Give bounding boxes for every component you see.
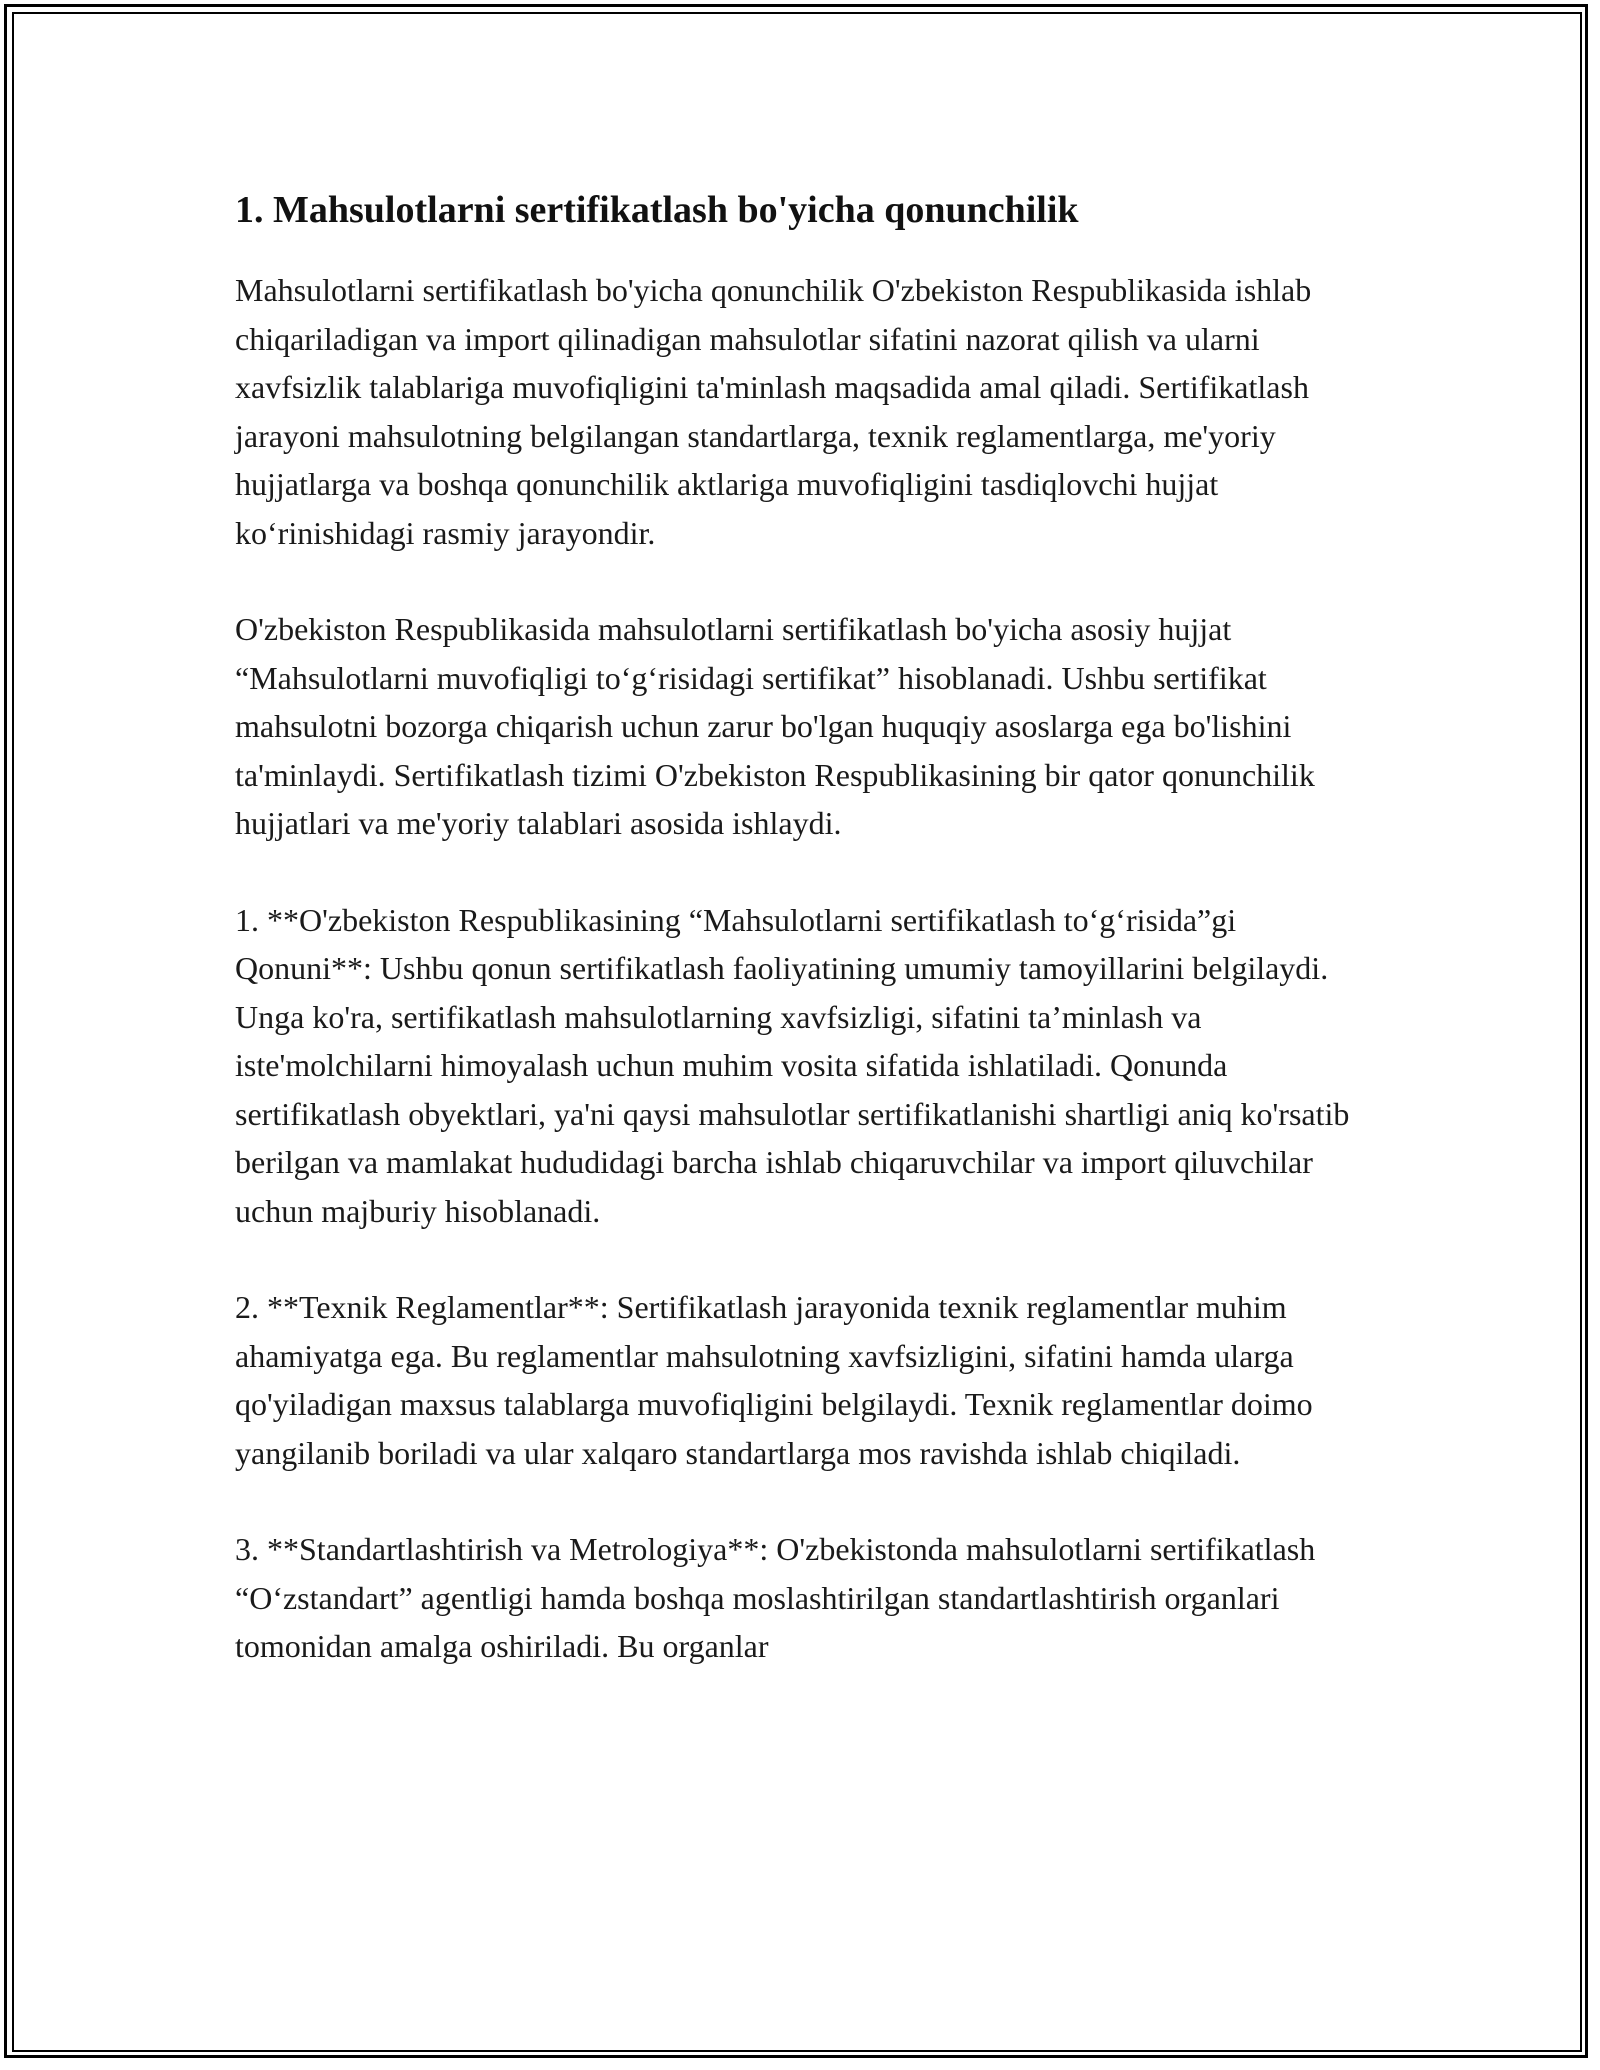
document-body (235, 186, 1365, 1719)
paragraph-item-standardization: 3. **Standartlashtirish va Metrologiya**: O'zbekistonda mahsulotlarni sertifikatlash “O‘zstandart” agentligi hamda boshqa moslashtirilgan standartlashtirish organlari tomonidan amalga oshiriladi. Bu organlar (235, 1531, 1316, 1664)
paragraph-item-law: 1. **O'zbekiston Respublikasining “Mahsulotlarni sertifikatlash to‘g‘risida”gi Qonuni**: Ushbu qonun sertifikatlash faoliyatining umumiy tamoyillarini belgilaydi. Unga ko'ra, sertifikatlash mahsulotlarning xavfsizligi, sifatini ta’minlash va iste'molchilarni himoyalash uchun muhim vosita sifatida ishlatiladi. Qonunda sertifikatlash obyektlari, ya'ni qaysi mahsulotlar sertifikatlanishi shartligi aniq ko'rsatib berilgan va mamlakat hududidagi barcha ishlab chiqaruvchilar va import qiluvchilar uchun majburiy hisoblanadi. (235, 901, 1350, 1229)
paragraph-intro: Mahsulotlarni sertifikatlash bo'yicha qonunchilik O'zbekiston Respublikasida ishlab chiqariladigan va import qilinadigan mahsulotlar sifatini nazorat qilish va ularni xavfsizlik talablariga muvofiqligini ta'minlash maqsadida amal qiladi. Sertifikatlash jarayoni mahsulotning belgilangan standartlarga, texnik reglamentlarga, me'yoriy hujjatlarga va boshqa qonunchilik aktlariga muvofiqligini tasdiqlovchi hujjat ko‘rinishidagi rasmiy jarayondir. (235, 272, 1312, 551)
paragraph-item-technical-regulations: 2. **Texnik Reglamentlar**: Sertifikatlash jarayonida texnik reglamentlar muhim ahamiyatga ega. Bu reglamentlar mahsulotning xavfsizligini, sifatini hamda ularga qo'yiladigan maxsus talablarga muvofiqligini belgilaydi. Texnik reglamentlar doimo yangilanib boriladi va ular xalqaro standartlarga mos ravishda ishlab chiqiladi. (235, 1289, 1313, 1471)
paragraph-main-document: O'zbekiston Respublikasida mahsulotlarni sertifikatlash bo'yicha asosiy hujjat “Mahsulotlarni muvofiqligi to‘g‘risidagi sertifikat” hisoblanadi. Ushbu sertifikat mahsulotni bozorga chiqarish uchun zarur bo'lgan huquqiy asoslarga ega bo'lishini ta'minlaydi. Sertifikatlash tizimi O'zbekiston Respublikasining bir qator qonunchilik hujjatlari va me'yoriy talablari asosida ishlaydi. (235, 611, 1315, 841)
document-title: 1. Mahsulotlarni sertifikatlash bo'yicha qonunchilik (235, 189, 1079, 231)
